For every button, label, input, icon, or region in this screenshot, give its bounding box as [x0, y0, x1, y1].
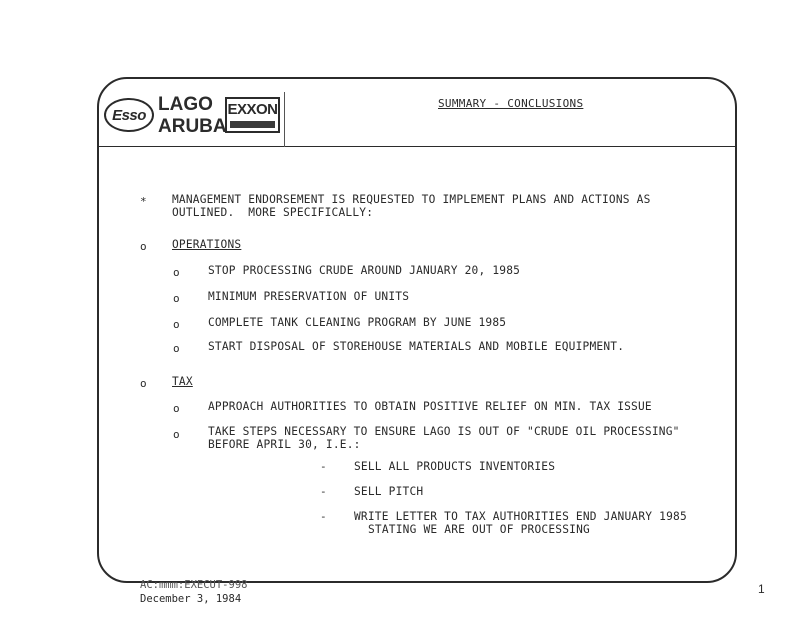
footer-code: AC:mmm:EXECUT-998: [140, 579, 248, 591]
page-title: SUMMARY - CONCLUSIONS: [438, 97, 584, 110]
tax-heading: TAX: [172, 375, 193, 388]
tax-subitem-2: SELL PITCH: [354, 485, 424, 498]
ops-item-marker: o: [173, 342, 180, 355]
exxon-wordmark: EXXON: [227, 101, 278, 118]
footer-date: December 3, 1984: [140, 593, 242, 605]
tax-subitem-marker: -: [320, 510, 327, 523]
tax-item-2-line-2: BEFORE APRIL 30, I.E.:: [208, 438, 361, 451]
ops-item-marker: o: [173, 318, 180, 331]
tax-subitem-3-line-2: STATING WE ARE OUT OF PROCESSING: [368, 523, 590, 536]
tax-item-2-line-1: TAKE STEPS NECESSARY TO ENSURE LAGO IS OUT OF "CRUDE OIL PROCESSING": [208, 425, 680, 438]
tax-item-marker: o: [173, 428, 180, 441]
exxon-bar: [230, 121, 275, 128]
header-divider: [284, 92, 285, 147]
tax-marker: o: [140, 377, 147, 390]
ops-item-marker: o: [173, 292, 180, 305]
exxon-logo: [225, 97, 280, 133]
tax-subitem-marker: -: [320, 485, 327, 498]
intro-line-2: OUTLINED. MORE SPECIFICALLY:: [172, 206, 374, 219]
header-rule: [99, 146, 735, 147]
document-frame: [97, 77, 737, 583]
intro-line-1: MANAGEMENT ENDORSEMENT IS REQUESTED TO IMPLEMENT PLANS AND ACTIONS AS: [172, 193, 651, 206]
tax-subitem-1: SELL ALL PRODUCTS INVENTORIES: [354, 460, 556, 473]
page-number: 1: [758, 582, 765, 596]
tax-item-marker: o: [173, 402, 180, 415]
esso-logo: Esso: [104, 98, 154, 132]
aruba-label: ARUBA: [158, 116, 227, 137]
ops-item-2: MINIMUM PRESERVATION OF UNITS: [208, 290, 410, 303]
ops-item-3: COMPLETE TANK CLEANING PROGRAM BY JUNE 1985: [208, 316, 507, 329]
tax-subitem-marker: -: [320, 460, 327, 473]
lago-label: LAGO: [158, 94, 213, 115]
ops-item-1: STOP PROCESSING CRUDE AROUND JANUARY 20, 1985: [208, 264, 521, 277]
ops-item-4: START DISPOSAL OF STOREHOUSE MATERIALS AND MOBILE EQUIPMENT.: [208, 340, 625, 353]
tax-item-1: APPROACH AUTHORITIES TO OBTAIN POSITIVE RELIEF ON MIN. TAX ISSUE: [208, 400, 652, 413]
tax-subitem-3-line-1: WRITE LETTER TO TAX AUTHORITIES END JANUARY 1985: [354, 510, 687, 523]
operations-heading: OPERATIONS: [172, 238, 242, 251]
operations-marker: o: [140, 240, 147, 253]
ops-item-marker: o: [173, 266, 180, 279]
intro-marker: *: [140, 195, 147, 208]
